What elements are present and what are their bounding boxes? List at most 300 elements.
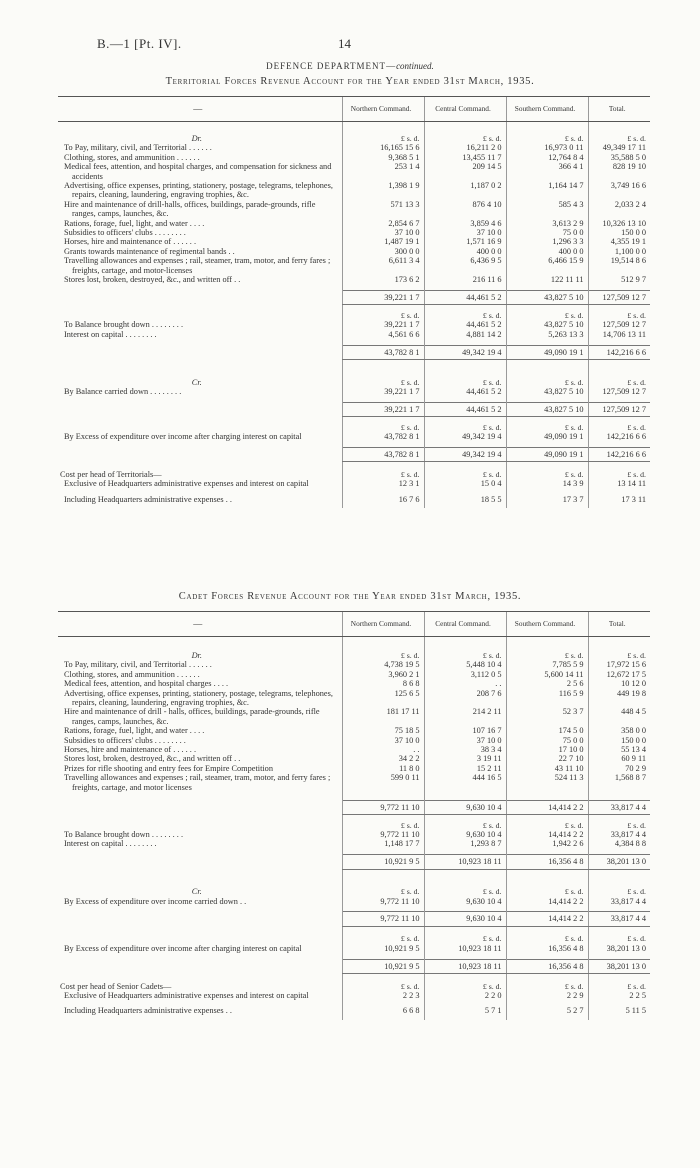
line-label: By Balance carried down . . . . . . . . bbox=[64, 386, 182, 396]
amount-t: 4,355 19 1 bbox=[588, 237, 650, 246]
amount-t: 55 13 4 bbox=[588, 745, 650, 754]
amount-t: 38,201 13 0 bbox=[588, 959, 650, 973]
amount-s: 43,827 5 10 bbox=[506, 320, 588, 329]
line-label: Hire and maintenance of drill - halls, offices, buildings, parade-grounds, rifle ranges, camps, launches, &c. bbox=[64, 707, 320, 726]
currency-header: £ s. d. bbox=[424, 651, 506, 660]
currency-header: £ s. d. bbox=[342, 982, 424, 991]
amount-n: 43,782 8 1 bbox=[342, 432, 424, 441]
amount-t: 38,201 13 0 bbox=[588, 855, 650, 869]
amount-t: 127,509 12 7 bbox=[588, 320, 650, 329]
line-label: Travelling allowances and expenses ; rail, steamer, tram, motor, and ferry fares ; freights, cartage, and motor-licenses bbox=[64, 256, 331, 275]
line-label: Prizes for rifle shooting and entry fees for Empire Competition bbox=[64, 763, 273, 773]
total-row bbox=[58, 800, 650, 814]
amount-n: 43,782 8 1 bbox=[342, 345, 424, 359]
amount-s: 585 4 3 bbox=[506, 200, 588, 219]
cost-row bbox=[58, 495, 650, 504]
line-label: Clothing, stores, and ammunition . . . . . . bbox=[64, 669, 200, 679]
amount-c: 49,342 19 4 bbox=[424, 432, 506, 441]
amount-s: 43,827 5 10 bbox=[506, 291, 588, 305]
currency-header: £ s. d. bbox=[506, 311, 588, 320]
expense-row bbox=[58, 247, 650, 256]
amount-n: 8 6 8 bbox=[342, 679, 424, 688]
amount-s: 14,414 2 2 bbox=[506, 912, 588, 926]
amount-c: 10,923 18 11 bbox=[424, 944, 506, 953]
line-label: Rations, forage, fuel, light, and water . . . . bbox=[64, 726, 205, 736]
amount-c: 44,461 5 2 bbox=[424, 291, 506, 305]
amount-n: 10,921 9 5 bbox=[342, 855, 424, 869]
total-header: Total. bbox=[588, 612, 650, 637]
amount-s: 1,164 14 7 bbox=[506, 181, 588, 200]
amount-c: 49,342 19 4 bbox=[424, 448, 506, 462]
currency-header: £ s. d. bbox=[342, 934, 424, 943]
amount-s: 17 3 7 bbox=[506, 495, 588, 504]
amount-t: 127,509 12 7 bbox=[588, 291, 650, 305]
amount-t: 512 9 7 bbox=[588, 275, 650, 284]
amount-t: 33,817 4 4 bbox=[588, 830, 650, 839]
amount-t: 17,972 15 6 bbox=[588, 660, 650, 669]
page-number: 14 bbox=[338, 36, 351, 51]
total-row bbox=[58, 912, 650, 926]
territorial-title: Territorial Forces Revenue Account for the Year ended 31st March, 1935. bbox=[165, 76, 535, 87]
amount-c: 876 4 10 bbox=[424, 200, 506, 219]
amount-c: 37 10 0 bbox=[424, 228, 506, 237]
amount-t: 38,201 13 0 bbox=[588, 944, 650, 953]
amount-c: 44,461 5 2 bbox=[424, 402, 506, 416]
currency-header: £ s. d. bbox=[506, 651, 588, 660]
amount-s: 49,090 19 1 bbox=[506, 432, 588, 441]
amount-c: 49,342 19 4 bbox=[424, 345, 506, 359]
line-label: Horses, hire and maintenance of . . . . . . bbox=[64, 237, 197, 247]
amount-s: 14,414 2 2 bbox=[506, 800, 588, 814]
line-label: Including Headquarters administrative expenses . . bbox=[64, 494, 232, 504]
currency-header: £ s. d. bbox=[588, 470, 650, 479]
amount-n: 39,221 1 7 bbox=[342, 320, 424, 329]
amount-n: 9,772 11 10 bbox=[342, 897, 424, 906]
cost-row bbox=[58, 991, 650, 1000]
total-row bbox=[58, 959, 650, 973]
currency-header: £ s. d. bbox=[424, 470, 506, 479]
amount-s: 6,466 15 9 bbox=[506, 256, 588, 275]
amount-n: 9,772 11 10 bbox=[342, 800, 424, 814]
amount-c: 38 3 4 bbox=[424, 745, 506, 754]
amount-s: 122 11 11 bbox=[506, 275, 588, 284]
amount-t: 2,033 2 4 bbox=[588, 200, 650, 219]
line-label: Subsidies to officers' clubs . . . . . . . . bbox=[64, 735, 186, 745]
amount-t: 33,817 4 4 bbox=[588, 897, 650, 906]
currency-header: £ s. d. bbox=[424, 134, 506, 143]
amount-c: 6,436 9 5 bbox=[424, 256, 506, 275]
currency-header: £ s. d. bbox=[342, 651, 424, 660]
total-row bbox=[58, 448, 650, 462]
amount-n: 3,960 2 1 bbox=[342, 670, 424, 679]
currency-header: £ s. d. bbox=[342, 134, 424, 143]
currency-header: £ s. d. bbox=[424, 982, 506, 991]
amount-c: 18 5 5 bbox=[424, 495, 506, 504]
amount-n: 34 2 2 bbox=[342, 754, 424, 763]
currency-header: £ s. d. bbox=[506, 134, 588, 143]
expense-row bbox=[58, 689, 650, 708]
cr-label: Cr. bbox=[191, 377, 202, 387]
line-label: Subsidies to officers' clubs . . . . . . . . bbox=[64, 228, 186, 238]
document-reference: B.—1 [Pt. IV]. bbox=[97, 36, 182, 51]
expense-row bbox=[58, 219, 650, 228]
amount-s: 2 5 6 bbox=[506, 679, 588, 688]
balance-row bbox=[58, 830, 650, 839]
amount-s: 49,090 19 1 bbox=[506, 448, 588, 462]
line-label: Advertising, office expenses, printing, stationery, postage, telegrams, telephones, repairs, cleaning, laundering, engraving trophies, &c. bbox=[64, 181, 333, 200]
line-label: To Balance brought down . . . . . . . . bbox=[64, 320, 184, 330]
amount-t: 142,216 6 6 bbox=[588, 345, 650, 359]
amount-s: 75 0 0 bbox=[506, 736, 588, 745]
currency-header: £ s. d. bbox=[506, 470, 588, 479]
amount-c: 107 16 7 bbox=[424, 726, 506, 735]
line-label: Clothing, stores, and ammunition . . . . . . bbox=[64, 152, 200, 162]
expense-row bbox=[58, 181, 650, 200]
amount-c: 216 11 6 bbox=[424, 275, 506, 284]
amount-t: 3,749 16 6 bbox=[588, 181, 650, 200]
amount-t: 828 19 10 bbox=[588, 162, 650, 181]
currency-header: £ s. d. bbox=[506, 934, 588, 943]
amount-t: 19,514 8 6 bbox=[588, 256, 650, 275]
expense-row bbox=[58, 256, 650, 275]
expense-row bbox=[58, 153, 650, 162]
expense-row bbox=[58, 707, 650, 726]
amount-s: 75 0 0 bbox=[506, 228, 588, 237]
expense-row bbox=[58, 275, 650, 284]
line-label: Grants towards maintenance of regimental bands . . bbox=[64, 246, 235, 256]
amount-n: 300 0 0 bbox=[342, 247, 424, 256]
line-label: To Pay, military, civil, and Territorial . . . . . . bbox=[64, 660, 212, 670]
amount-c: . . bbox=[424, 679, 506, 688]
total-row bbox=[58, 855, 650, 869]
amount-s: 17 10 0 bbox=[506, 745, 588, 754]
expense-row bbox=[58, 726, 650, 735]
amount-c: 5 7 1 bbox=[424, 1006, 506, 1015]
balance-row bbox=[58, 839, 650, 848]
amount-t: 4,384 8 8 bbox=[588, 839, 650, 848]
amount-s: 16,973 0 11 bbox=[506, 143, 588, 152]
currency-header: £ s. d. bbox=[588, 378, 650, 387]
currency-header: £ s. d. bbox=[342, 378, 424, 387]
currency-header: £ s. d. bbox=[588, 134, 650, 143]
excess-row bbox=[58, 432, 650, 441]
northern-header: Northern Command. bbox=[342, 612, 424, 637]
line-label: Medical fees, attention, and hospital charges, and compensation for sickness and accidents bbox=[64, 162, 332, 181]
balance-row bbox=[58, 330, 650, 339]
amount-n: 12 3 1 bbox=[342, 479, 424, 488]
amount-c: 5,448 10 4 bbox=[424, 660, 506, 669]
amount-n: 4,561 6 6 bbox=[342, 330, 424, 339]
amount-n: 16,165 15 6 bbox=[342, 143, 424, 152]
amount-n: 599 0 11 bbox=[342, 773, 424, 792]
southern-header: Southern Command. bbox=[506, 612, 588, 637]
central-header: Central Command. bbox=[424, 97, 506, 122]
line-label: Advertising, office expenses, printing, stationery, postage, telegrams, telephones, repairs, cleaning, laundering, engraving trophies, &c. bbox=[64, 688, 333, 708]
northern-header: Northern Command. bbox=[342, 97, 424, 122]
expense-row bbox=[58, 237, 650, 246]
amount-t: 5 11 5 bbox=[588, 1006, 650, 1015]
cost-row bbox=[58, 479, 650, 488]
amount-c: 44,461 5 2 bbox=[424, 320, 506, 329]
line-label: Exclusive of Headquarters administrative expenses and interest on capital bbox=[64, 479, 309, 489]
total-row bbox=[58, 402, 650, 416]
line-label: Travelling allowances and expenses ; rail, steamer, tram, motor, and ferry fares ; freights, cartage, and motor licenses bbox=[64, 773, 331, 792]
currency-header: £ s. d. bbox=[424, 311, 506, 320]
amount-n: 9,368 5 1 bbox=[342, 153, 424, 162]
amount-n: 173 6 2 bbox=[342, 275, 424, 284]
line-label: Medical fees, attention, and hospital charges . . . . bbox=[64, 679, 229, 689]
cost-head-label: Cost per head of Senior Cadets— bbox=[60, 981, 172, 991]
amount-n: 39,221 1 7 bbox=[342, 387, 424, 396]
amount-t: 13 14 11 bbox=[588, 479, 650, 488]
amount-n: 2,854 6 7 bbox=[342, 219, 424, 228]
amount-n: 1,398 1 9 bbox=[342, 181, 424, 200]
amount-n: 39,221 1 7 bbox=[342, 291, 424, 305]
amount-n: 253 1 4 bbox=[342, 162, 424, 181]
balance-row bbox=[58, 320, 650, 329]
amount-s: 5,600 14 11 bbox=[506, 670, 588, 679]
currency-header: £ s. d. bbox=[342, 821, 424, 830]
amount-n: 1,148 17 7 bbox=[342, 839, 424, 848]
amount-n: 2 2 3 bbox=[342, 991, 424, 1000]
amount-n: 10,921 9 5 bbox=[342, 944, 424, 953]
amount-c: 15 0 4 bbox=[424, 479, 506, 488]
currency-header: £ s. d. bbox=[424, 423, 506, 432]
amount-n: 37 10 0 bbox=[342, 736, 424, 745]
amount-c: 214 2 11 bbox=[424, 707, 506, 726]
amount-n: 37 10 0 bbox=[342, 228, 424, 237]
line-label: Rations, forage, fuel, light, and water . . . . bbox=[64, 218, 205, 228]
amount-n: 9,772 11 10 bbox=[342, 912, 424, 926]
currency-header: £ s. d. bbox=[506, 423, 588, 432]
amount-t: 70 2 9 bbox=[588, 764, 650, 773]
currency-header: £ s. d. bbox=[424, 378, 506, 387]
cadet-title: Cadet Forces Revenue Account for the Year ended 31st March, 1935. bbox=[178, 591, 522, 602]
amount-s: 174 5 0 bbox=[506, 726, 588, 735]
currency-header: £ s. d. bbox=[588, 934, 650, 943]
currency-header: £ s. d. bbox=[424, 821, 506, 830]
expense-row bbox=[58, 679, 650, 688]
line-label: To Balance brought down . . . . . . . . bbox=[64, 829, 184, 839]
amount-t: 127,509 12 7 bbox=[588, 387, 650, 396]
expense-row bbox=[58, 162, 650, 181]
amount-c: 16,211 2 0 bbox=[424, 143, 506, 152]
amount-s: 14,414 2 2 bbox=[506, 830, 588, 839]
amount-c: 208 7 6 bbox=[424, 689, 506, 708]
amount-c: 3,859 4 6 bbox=[424, 219, 506, 228]
amount-n: 181 17 11 bbox=[342, 707, 424, 726]
excess-row bbox=[58, 944, 650, 953]
amount-n: 43,782 8 1 bbox=[342, 448, 424, 462]
amount-s: 43 11 10 bbox=[506, 764, 588, 773]
amount-c: 9,630 10 4 bbox=[424, 897, 506, 906]
expense-row bbox=[58, 660, 650, 669]
amount-s: 12,764 8 4 bbox=[506, 153, 588, 162]
amount-t: 127,509 12 7 bbox=[588, 402, 650, 416]
amount-c: 1,187 0 2 bbox=[424, 181, 506, 200]
amount-c: 9,630 10 4 bbox=[424, 912, 506, 926]
amount-c: 1,293 8 7 bbox=[424, 839, 506, 848]
currency-header: £ s. d. bbox=[506, 821, 588, 830]
central-header: Central Command. bbox=[424, 612, 506, 637]
amount-n: 75 18 5 bbox=[342, 726, 424, 735]
currency-header: £ s. d. bbox=[588, 651, 650, 660]
cr-label: Cr. bbox=[191, 887, 202, 897]
amount-t: 33,817 4 4 bbox=[588, 912, 650, 926]
department-heading: DEFENCE DEPARTMENT—continued. bbox=[266, 61, 434, 71]
amount-s: 49,090 19 1 bbox=[506, 345, 588, 359]
amount-n: 16 7 6 bbox=[342, 495, 424, 504]
expense-row bbox=[58, 200, 650, 219]
amount-t: 33,817 4 4 bbox=[588, 800, 650, 814]
amount-s: 1,296 3 3 bbox=[506, 237, 588, 246]
amount-c: 37 10 0 bbox=[424, 736, 506, 745]
amount-c: 44,461 5 2 bbox=[424, 387, 506, 396]
amount-t: 150 0 0 bbox=[588, 736, 650, 745]
amount-t: 448 4 5 bbox=[588, 707, 650, 726]
expense-row bbox=[58, 228, 650, 237]
amount-t: 1,568 8 7 bbox=[588, 773, 650, 792]
amount-s: 5 2 7 bbox=[506, 1006, 588, 1015]
amount-s: 14 3 9 bbox=[506, 479, 588, 488]
amount-t: 2 2 5 bbox=[588, 991, 650, 1000]
expense-row bbox=[58, 754, 650, 763]
line-label: By Excess of expenditure over income carried down . . bbox=[64, 896, 247, 906]
amount-t: 1,100 0 0 bbox=[588, 247, 650, 256]
currency-header: £ s. d. bbox=[588, 982, 650, 991]
total-row bbox=[58, 291, 650, 305]
expense-row bbox=[58, 773, 650, 792]
amount-s: 14,414 2 2 bbox=[506, 897, 588, 906]
carried-row bbox=[58, 387, 650, 396]
amount-t: 14,706 13 11 bbox=[588, 330, 650, 339]
amount-c: 3,112 0 5 bbox=[424, 670, 506, 679]
amount-t: 150 0 0 bbox=[588, 228, 650, 237]
line-label: By Excess of expenditure over income after charging interest on capital bbox=[64, 943, 302, 953]
line-label: Interest on capital . . . . . . . . bbox=[64, 839, 157, 849]
amount-t: 10 12 0 bbox=[588, 679, 650, 688]
currency-header: £ s. d. bbox=[506, 378, 588, 387]
currency-header: £ s. d. bbox=[588, 821, 650, 830]
amount-s: 2 2 9 bbox=[506, 991, 588, 1000]
amount-s: 16,356 4 8 bbox=[506, 944, 588, 953]
amount-s: 5,263 13 3 bbox=[506, 330, 588, 339]
line-label: Horses, hire and maintenance of . . . . . . bbox=[64, 745, 197, 755]
currency-header: £ s. d. bbox=[506, 982, 588, 991]
amount-s: 43,827 5 10 bbox=[506, 402, 588, 416]
amount-s: 116 5 9 bbox=[506, 689, 588, 708]
expense-row bbox=[58, 670, 650, 679]
cost-head-label: Cost per head of Territorials— bbox=[60, 469, 162, 479]
amount-c: 10,923 18 11 bbox=[424, 855, 506, 869]
expense-row bbox=[58, 143, 650, 152]
total-row bbox=[58, 345, 650, 359]
currency-header: £ s. d. bbox=[424, 934, 506, 943]
amount-n: . . bbox=[342, 745, 424, 754]
expense-row bbox=[58, 736, 650, 745]
amount-c: 4,881 14 2 bbox=[424, 330, 506, 339]
line-label: Including Headquarters administrative expenses . . bbox=[64, 1006, 232, 1016]
total-header: Total. bbox=[588, 97, 650, 122]
amount-c: 10,923 18 11 bbox=[424, 959, 506, 973]
amount-c: 1,571 16 9 bbox=[424, 237, 506, 246]
amount-s: 7,785 5 9 bbox=[506, 660, 588, 669]
currency-header: £ s. d. bbox=[342, 423, 424, 432]
carried-row bbox=[58, 897, 650, 906]
amount-c: 400 0 0 bbox=[424, 247, 506, 256]
amount-s: 16,356 4 8 bbox=[506, 855, 588, 869]
amount-n: 11 8 0 bbox=[342, 764, 424, 773]
amount-c: 3 19 11 bbox=[424, 754, 506, 763]
amount-s: 400 0 0 bbox=[506, 247, 588, 256]
currency-header: £ s. d. bbox=[588, 887, 650, 896]
amount-s: 366 4 1 bbox=[506, 162, 588, 181]
expense-row bbox=[58, 764, 650, 773]
currency-header: £ s. d. bbox=[506, 887, 588, 896]
currency-header: £ s. d. bbox=[342, 470, 424, 479]
amount-c: 9,630 10 4 bbox=[424, 830, 506, 839]
currency-header: £ s. d. bbox=[342, 887, 424, 896]
line-label: To Pay, military, civil, and Territorial . . . . . . bbox=[64, 143, 212, 153]
amount-c: 444 16 5 bbox=[424, 773, 506, 792]
amount-c: 2 2 0 bbox=[424, 991, 506, 1000]
amount-t: 358 0 0 bbox=[588, 726, 650, 735]
currency-header: £ s. d. bbox=[588, 311, 650, 320]
amount-n: 39,221 1 7 bbox=[342, 402, 424, 416]
line-label: Stores lost, broken, destroyed, &c., and written off . . bbox=[64, 754, 241, 764]
amount-c: 15 2 11 bbox=[424, 764, 506, 773]
amount-s: 52 3 7 bbox=[506, 707, 588, 726]
amount-s: 3,613 2 9 bbox=[506, 219, 588, 228]
amount-t: 142,216 6 6 bbox=[588, 432, 650, 441]
dr-label: Dr. bbox=[191, 134, 202, 143]
amount-s: 43,827 5 10 bbox=[506, 387, 588, 396]
amount-t: 449 19 8 bbox=[588, 689, 650, 708]
currency-header: £ s. d. bbox=[342, 311, 424, 320]
currency-header: £ s. d. bbox=[424, 887, 506, 896]
amount-t: 17 3 11 bbox=[588, 495, 650, 504]
amount-n: 9,772 11 10 bbox=[342, 830, 424, 839]
amount-c: 9,630 10 4 bbox=[424, 800, 506, 814]
expense-row bbox=[58, 745, 650, 754]
amount-n: 6,611 3 4 bbox=[342, 256, 424, 275]
amount-s: 524 11 3 bbox=[506, 773, 588, 792]
line-label: Stores lost, broken, destroyed, &c., and written off . . bbox=[64, 275, 241, 285]
amount-t: 10,326 13 10 bbox=[588, 219, 650, 228]
amount-t: 142,216 6 6 bbox=[588, 448, 650, 462]
amount-n: 4,738 19 5 bbox=[342, 660, 424, 669]
line-label: By Excess of expenditure over income after charging interest on capital bbox=[64, 432, 302, 442]
amount-s: 22 7 10 bbox=[506, 754, 588, 763]
column-headers: — Northern Command. Central Command. Southern Command. Total. bbox=[58, 97, 650, 122]
amount-s: 1,942 2 6 bbox=[506, 839, 588, 848]
cost-row bbox=[58, 1006, 650, 1015]
amount-n: 1,487 19 1 bbox=[342, 237, 424, 246]
amount-t: 35,588 5 0 bbox=[588, 153, 650, 162]
amount-t: 12,672 17 5 bbox=[588, 670, 650, 679]
amount-t: 49,349 17 11 bbox=[588, 143, 650, 152]
amount-n: 125 6 5 bbox=[342, 689, 424, 708]
column-headers: — Northern Command. Central Command. Southern Command. Total. bbox=[58, 612, 650, 637]
line-label: Hire and maintenance of drill-halls, offices, buildings, parade-grounds, rifle ranges, camps, launches, &c. bbox=[64, 199, 316, 219]
amount-c: 209 14 5 bbox=[424, 162, 506, 181]
amount-n: 10,921 9 5 bbox=[342, 959, 424, 973]
southern-header: Southern Command. bbox=[506, 97, 588, 122]
amount-s: 16,356 4 8 bbox=[506, 959, 588, 973]
amount-t: 60 9 11 bbox=[588, 754, 650, 763]
currency-header: £ s. d. bbox=[588, 423, 650, 432]
territorial-account-table bbox=[58, 96, 650, 508]
